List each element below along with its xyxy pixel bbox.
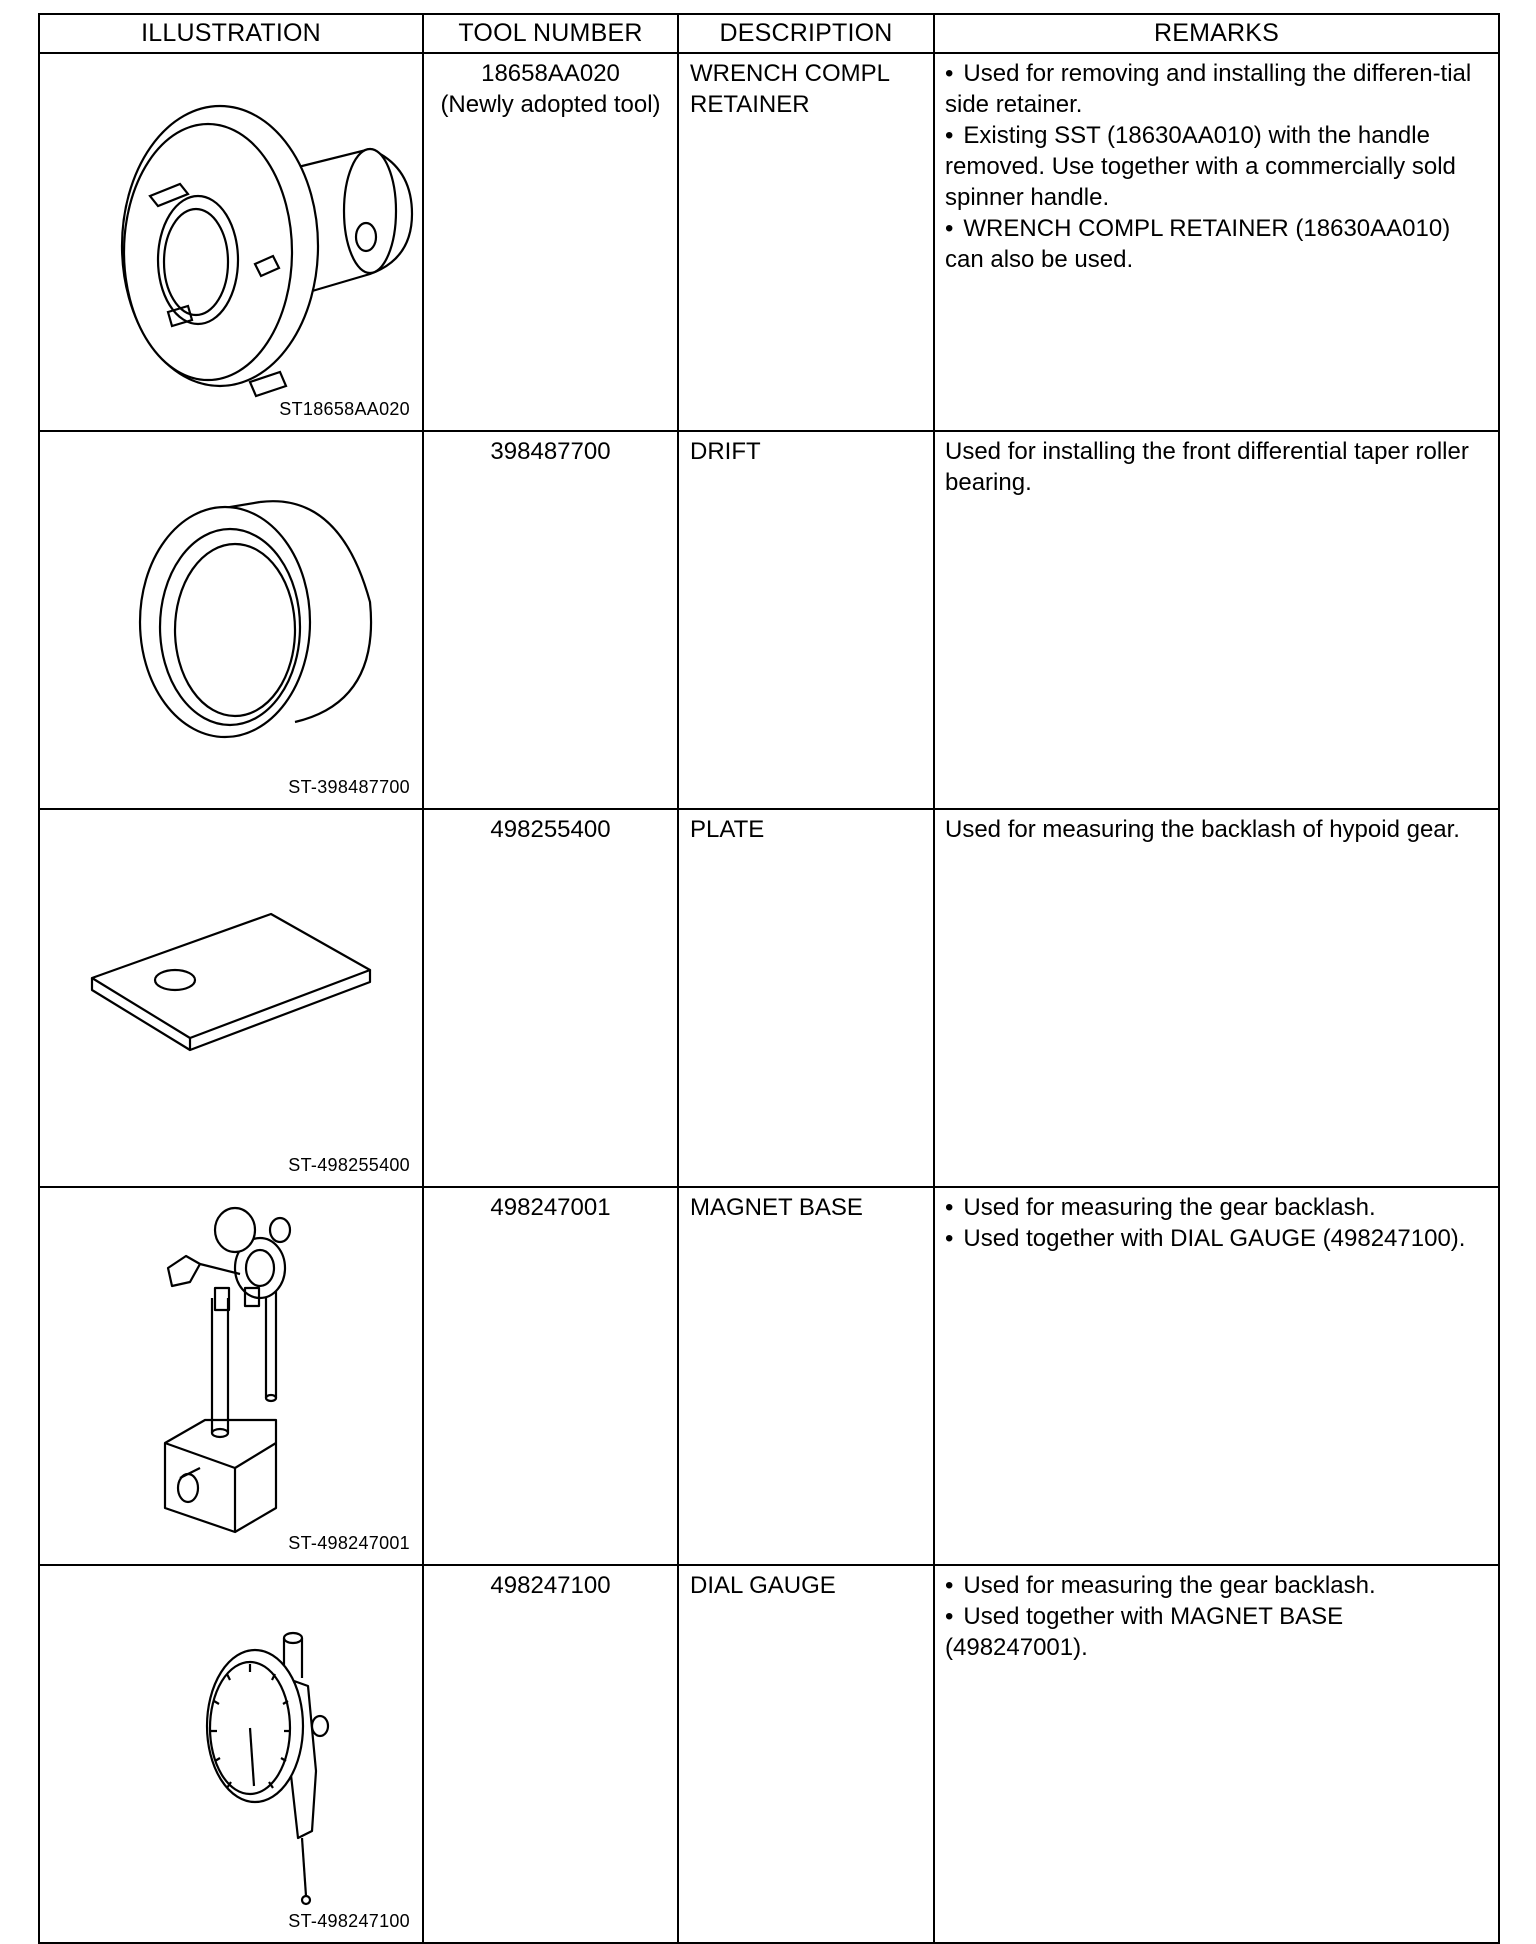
- remark-text: Used for measuring the backlash of hypoid gear.: [945, 816, 1460, 843]
- remark-item: • Used for measuring the gear backlash.: [945, 1570, 1488, 1601]
- remark-item: • Existing SST (18630AA010) with the handle removed. Use together with a commercially sold spinner handle.: [945, 120, 1488, 213]
- remarks-cell: [934, 1187, 1499, 1565]
- remarks-cell: [934, 431, 1499, 809]
- plate-illustration: [40, 810, 424, 1182]
- remark-item: • Used for measuring the gear backlash.: [945, 1192, 1488, 1223]
- tool-number-cell: [423, 1187, 678, 1565]
- table-row: [39, 1187, 1499, 1565]
- tool-number-cell: [423, 53, 678, 431]
- tool-number-cell: [423, 1565, 678, 1943]
- description-cell: [678, 1565, 934, 1943]
- description-line: WRENCH COMPL: [690, 60, 891, 87]
- remarks-cell: [934, 53, 1499, 431]
- illustration-cell: [39, 53, 423, 431]
- tool-number: 18658AA020: [481, 60, 620, 87]
- illustration-code: ST-398487700: [288, 777, 410, 797]
- drift-illustration: [40, 432, 424, 804]
- magnet-base-illustration: [40, 1188, 424, 1560]
- description-line: DIAL GAUGE: [690, 1572, 836, 1599]
- wrench-retainer-illustration: [40, 54, 424, 426]
- tool-number: 498247001: [490, 1194, 611, 1221]
- remarks-cell: [934, 1565, 1499, 1943]
- illustration-cell: [39, 431, 423, 809]
- table-row: [39, 53, 1499, 431]
- tool-number-cell: [423, 431, 678, 809]
- description-line: MAGNET BASE: [690, 1194, 863, 1221]
- remark-item: • WRENCH COMPL RETAINER (18630AA010) can also be used.: [945, 213, 1488, 275]
- remarks-cell: [934, 809, 1499, 1187]
- description-cell: [678, 53, 934, 431]
- tool-number: 498255400: [490, 816, 611, 843]
- tool-number-cell: [423, 809, 678, 1187]
- illustration-code: ST-498247001: [288, 1533, 410, 1553]
- illustration-cell: [39, 1187, 423, 1565]
- tool-number: 398487700: [490, 438, 611, 465]
- illustration-code: ST18658AA020: [279, 399, 410, 419]
- description-cell: [678, 1187, 934, 1565]
- special-tools-table: [38, 13, 1500, 1944]
- illustration-cell: [39, 1565, 423, 1943]
- tool-number: 498247100: [490, 1572, 611, 1599]
- header-description: DESCRIPTION: [678, 14, 934, 53]
- header-remarks: REMARKS: [934, 14, 1499, 53]
- illustration-code: ST-498255400: [288, 1155, 410, 1175]
- description-cell: [678, 431, 934, 809]
- illustration-cell: [39, 809, 423, 1187]
- remark-item: • Used for removing and installing the differen-tial side retainer.: [945, 58, 1488, 120]
- remark-text: Used for installing the front differential taper roller bearing.: [945, 438, 1469, 496]
- tool-note: (Newly adopted tool): [440, 91, 661, 118]
- header-row: [39, 14, 1499, 53]
- table-row: [39, 809, 1499, 1187]
- header-tool-number: TOOL NUMBER: [423, 14, 678, 53]
- table-row: [39, 431, 1499, 809]
- remark-item: • Used together with MAGNET BASE (498247001).: [945, 1601, 1488, 1663]
- description-line: RETAINER: [690, 91, 810, 118]
- header-illustration: ILLUSTRATION: [39, 14, 423, 53]
- description-cell: [678, 809, 934, 1187]
- description-line: DRIFT: [690, 438, 761, 465]
- illustration-code: ST-498247100: [288, 1911, 410, 1931]
- description-line: PLATE: [690, 816, 765, 843]
- dial-gauge-illustration: [40, 1566, 424, 1938]
- remark-item: • Used together with DIAL GAUGE (498247100).: [945, 1223, 1488, 1254]
- table-row: [39, 1565, 1499, 1943]
